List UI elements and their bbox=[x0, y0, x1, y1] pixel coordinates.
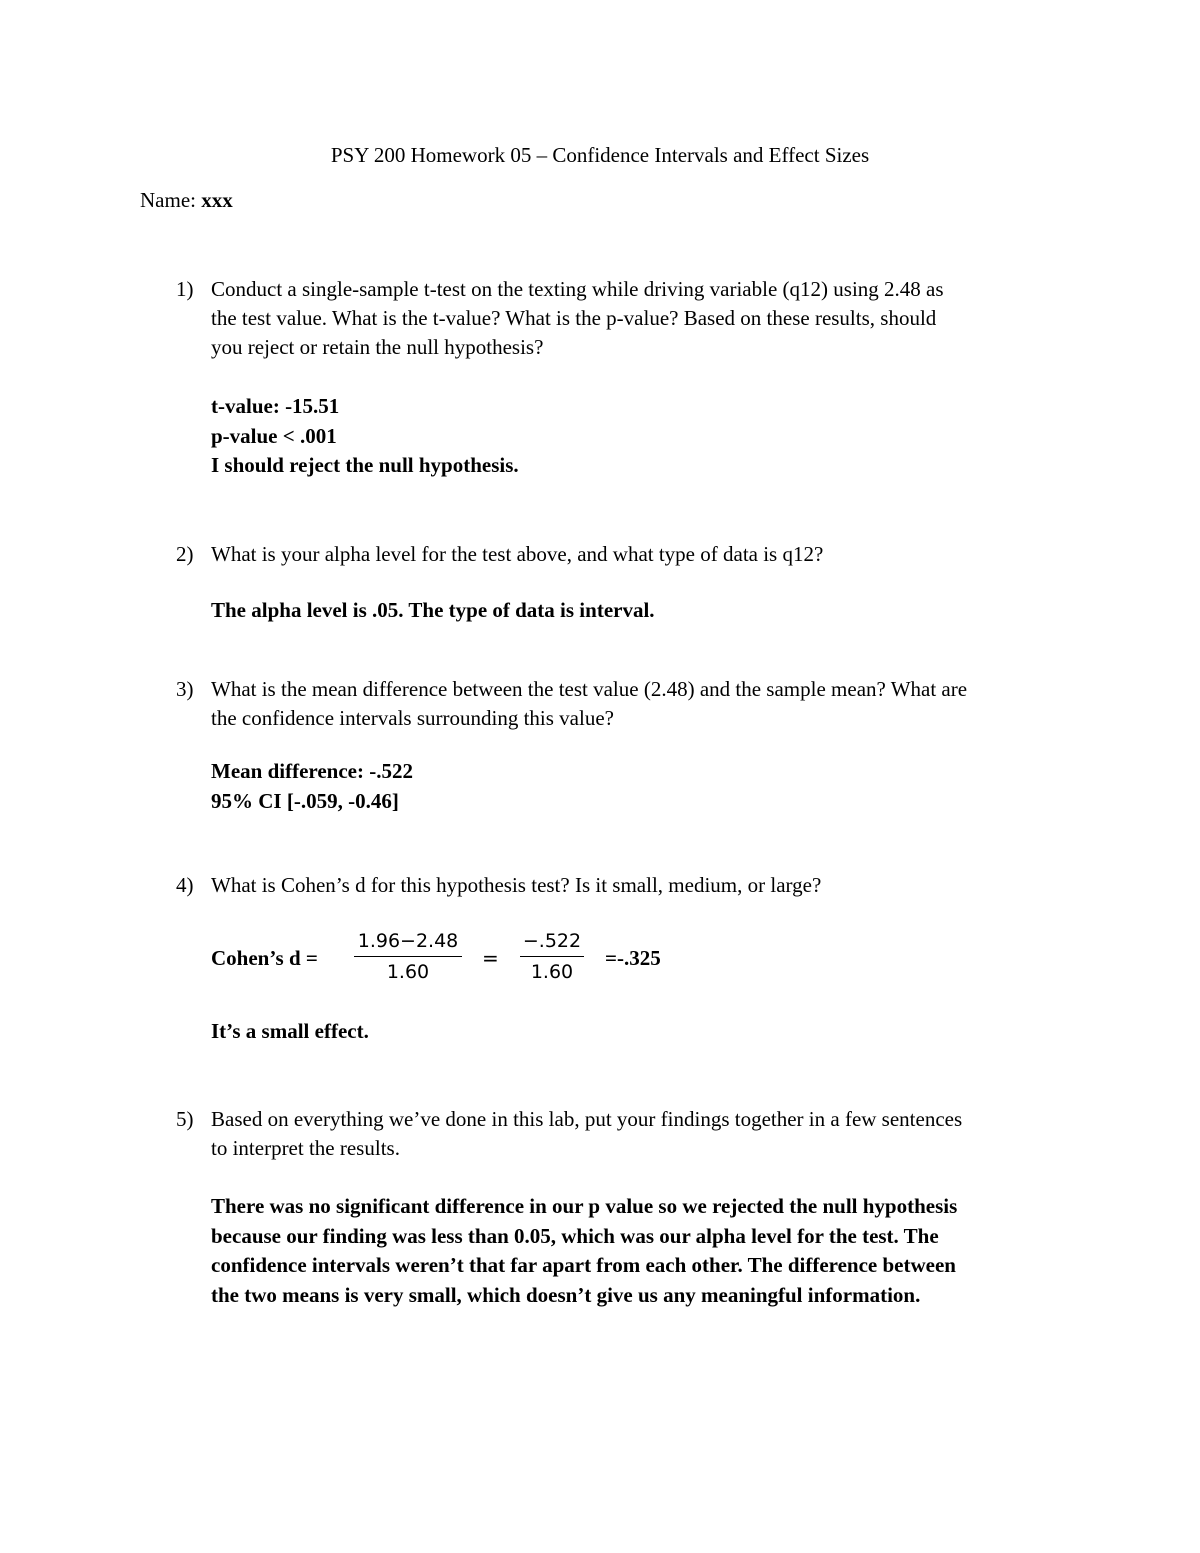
question-line: the confidence intervals surrounding this value? bbox=[211, 706, 614, 730]
question-text bbox=[211, 675, 1071, 733]
answer-line: the two means is very small, which doesn’t give us any meaningful information. bbox=[211, 1282, 921, 1307]
question-text bbox=[211, 540, 1071, 569]
answer-line: t-value: -15.51 bbox=[211, 394, 340, 418]
answer-line: Mean difference: -.522 bbox=[211, 759, 413, 783]
answer-line: confidence intervals weren’t that far apart from each other. The difference between bbox=[211, 1253, 956, 1277]
question-number: 2) bbox=[176, 542, 194, 566]
question-line: Conduct a single-sample t-test on the texting while driving variable (q12) using 2.48 as bbox=[211, 277, 944, 301]
cohens-d-equation bbox=[211, 928, 811, 988]
question-line: What is your alpha level for the test above, and what type of data is q12? bbox=[211, 542, 824, 566]
fraction-denominator: 1.60 bbox=[386, 961, 430, 983]
fraction-denominator: 1.60 bbox=[530, 961, 574, 983]
answer-line: There was no significant difference in our p value so we rejected the null hypothesis bbox=[211, 1194, 958, 1218]
fraction-1 bbox=[354, 928, 462, 985]
question-line: What is Cohen’s d for this hypothesis test? Is it small, medium, or large? bbox=[211, 873, 822, 897]
question-number: 4) bbox=[176, 873, 194, 897]
answer-line: The alpha level is .05. The type of data is interval. bbox=[211, 598, 655, 622]
question-number: 1) bbox=[176, 277, 194, 301]
question-line: What is the mean difference between the test value (2.48) and the sample mean? What are bbox=[211, 677, 968, 701]
question-number: 3) bbox=[176, 677, 194, 701]
answer-1 bbox=[211, 392, 1071, 481]
answer-line: because our finding was less than 0.05, which was our alpha level for the test. The bbox=[211, 1223, 939, 1248]
answer-line: I should reject the null hypothesis. bbox=[211, 453, 519, 477]
answer-5 bbox=[211, 1192, 1071, 1310]
page-title: PSY 200 Homework 05 – Confidence Intervals and Effect Sizes bbox=[330, 143, 870, 167]
question-line: you reject or retain the null hypothesis? bbox=[211, 335, 544, 359]
name-value: xxx bbox=[201, 188, 233, 212]
answer-3 bbox=[211, 757, 1071, 816]
answer-line: It’s a small effect. bbox=[211, 1019, 369, 1043]
question-line: the test value. What is the t-value? What is the p-value? Based on these results, should bbox=[211, 306, 937, 330]
question-text bbox=[211, 275, 1071, 362]
question-number: 5) bbox=[176, 1107, 194, 1131]
answer-line: p-value < .001 bbox=[211, 423, 337, 448]
question-line: Based on everything we’ve done in this lab, put your findings together in a few sentences bbox=[211, 1107, 963, 1131]
fraction-numerator: 1.96−2.48 bbox=[354, 928, 462, 957]
equation-label: Cohen’s d = bbox=[211, 946, 318, 970]
question-line: to interpret the results. bbox=[211, 1136, 400, 1160]
name-line bbox=[140, 185, 233, 215]
answer-2 bbox=[211, 596, 1071, 626]
equation-result: =-.325 bbox=[605, 946, 661, 970]
fraction-2 bbox=[520, 928, 584, 985]
answer-line: 95% CI [-.059, -0.46] bbox=[211, 788, 399, 813]
question-text bbox=[211, 871, 1071, 900]
equals-sign: = bbox=[482, 946, 499, 970]
name-label: Name: bbox=[140, 188, 196, 212]
question-text bbox=[211, 1105, 1071, 1163]
fraction-numerator: −.522 bbox=[520, 928, 584, 957]
answer-4 bbox=[211, 1017, 1071, 1047]
